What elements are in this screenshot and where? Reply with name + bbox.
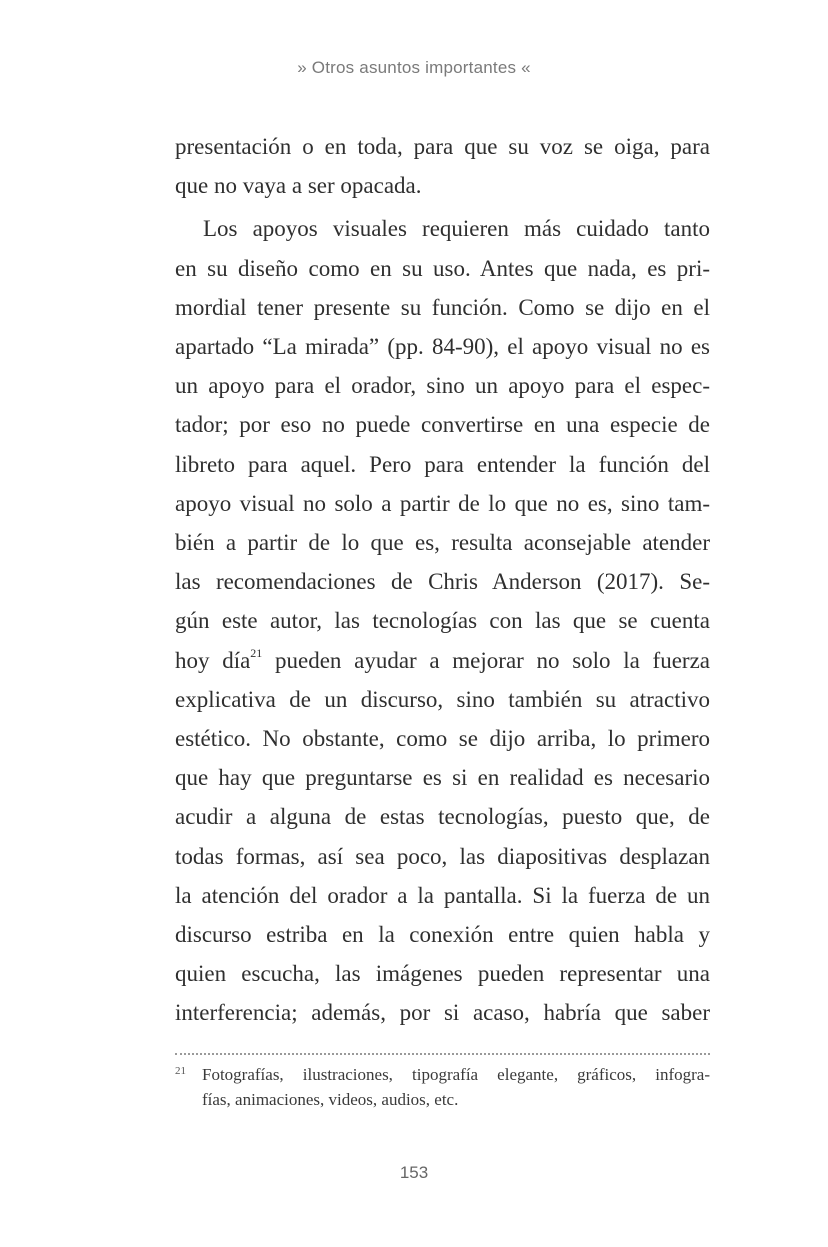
text-line: libreto para aquel. Pero para entender la función del xyxy=(175,451,710,477)
text-line: un apoyo para el orador, sino un apoyo para el espec- xyxy=(175,373,710,399)
text-line: quien escucha, las imágenes pueden representar una xyxy=(175,961,710,987)
text-line: tador; por eso no puede convertirse en una especie de xyxy=(175,412,710,438)
text-line: explicativa de un discurso, sino también su atractivo xyxy=(175,686,710,712)
text-line-with-footnote-ref xyxy=(175,641,710,680)
page-number: 153 xyxy=(399,1163,429,1182)
text-line: mordial tener presente su función. Como se dijo en el xyxy=(175,294,710,320)
text-line: apoyo visual no solo a partir de lo que no es, sino tam- xyxy=(175,490,710,516)
footnote-line: Fotografías, ilustraciones, tipografía elegante, gráficos, infogra- xyxy=(202,1065,710,1084)
text-line: la atención del orador a la pantalla. Si la fuerza de un xyxy=(175,882,710,908)
text-fragment: hoy día xyxy=(175,647,251,673)
text-line: estético. No obstante, como se dijo arriba, lo primero xyxy=(175,726,710,752)
running-header: » Otros asuntos importantes « xyxy=(297,58,531,77)
paragraph-1 xyxy=(175,127,710,205)
body-text xyxy=(175,127,710,1033)
text-line: presentación o en toda, para que su voz se oiga, para xyxy=(175,134,710,159)
footnote-line: fías, animaciones, videos, audios, etc. xyxy=(202,1090,459,1109)
footnote xyxy=(175,1062,710,1112)
text-line: Los apoyos visuales requieren más cuidado tanto xyxy=(203,216,710,242)
text-line: en su diseño como en su uso. Antes que nada, es pri- xyxy=(175,255,710,281)
text-line: discurso estriba en la conexión entre quien habla y xyxy=(175,922,710,948)
text-line: interferencia; además, por si acaso, habría que saber xyxy=(175,1000,710,1026)
text-line: apartado “La mirada” (pp. 84-90), el apoyo visual no es xyxy=(175,334,710,360)
text-fragment: pueden ayudar a mejorar no solo la fuerza xyxy=(262,647,710,673)
text-line: que hay que preguntarse es si en realidad es necesario xyxy=(175,765,710,791)
text-line: las recomendaciones de Chris Anderson (2017). Se- xyxy=(175,569,710,595)
text-line: bién a partir de lo que es, resulta aconsejable atender xyxy=(175,530,710,556)
text-line: acudir a alguna de estas tecnologías, puesto que, de xyxy=(175,804,710,830)
text-line: que no vaya a ser opacada. xyxy=(175,173,422,199)
text-line: todas formas, así sea poco, las diapositivas desplazan xyxy=(175,843,710,869)
text-line: gún este autor, las tecnologías con las que se cuenta xyxy=(175,608,710,634)
paragraph-2 xyxy=(175,209,710,1032)
footnote-number: 21 xyxy=(175,1065,186,1077)
footnote-reference[interactable]: 21 xyxy=(250,645,263,660)
footnote-divider xyxy=(175,1053,710,1055)
